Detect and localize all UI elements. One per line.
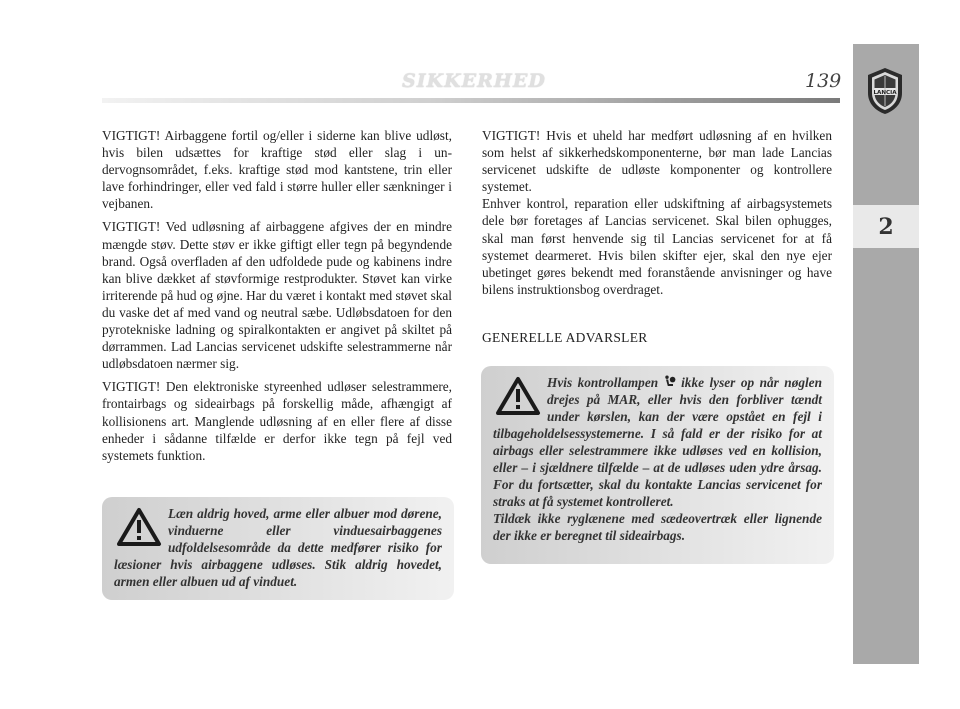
header-rule	[102, 98, 840, 103]
paragraph: VIGTIGT! Airbaggene fortil og/eller i siderne kan blive udløst, hvis bilen udsættes for kraftige stød eller slag i undervognsområdet, f.eks. kraftige stød mod kantstene, trin eller lave forhindringer, eller ved fald i større huller eller sænkninger i vejbanen.	[102, 128, 452, 212]
warning-text	[493, 374, 822, 510]
warning-triangle-icon	[116, 507, 162, 547]
warning-box-left	[102, 497, 454, 600]
section-title: SIKKERHED	[402, 70, 546, 92]
page-number: 139	[805, 70, 842, 92]
chapter-sidebar	[853, 44, 919, 664]
warning-text: Tildæk ikke ryglænene med sædeovertræk eller lignende der ikke er beregnet til sideairbags.	[493, 511, 822, 543]
paragraph: Enhver kontrol, reparation eller udskiftning af airbagsystemets dele bør foretages af Lancias servicenet. Skal bilen ophugges, skal man først henvende sig til Lancias servicenet for at få systemet dearmeret. Hvis bilen skifter ejer, skal den nye ejer ubetinget gøres bekendt med foranstående anvisninger og have bilens instruktionsbog overdraget.	[482, 196, 832, 297]
right-column	[482, 127, 832, 304]
chapter-tab[interactable]: 2	[853, 205, 919, 248]
warning-box-right	[481, 366, 834, 564]
left-column	[102, 127, 452, 470]
warning-triangle-icon	[495, 376, 541, 416]
airbag-warning-lamp-icon	[664, 375, 676, 388]
paragraph: VIGTIGT! Ved udløsning af airbaggene afgives der en mindre mængde støv. Dette støv er ikke giftigt eller tegn på begyndende brand. Også overfladen af den udfoldede pude og kabinens indre kan blive dækket af støvformige restprodukter. Støvet kan virke irriterende på hud og øjne. Har du været i kontakt med støvet skal du vaske det af med vand og neutral sæbe. Udløbsdatoen for den pyrotekniske ladning og spiralkontakten er angivet på skiltet på dørrammen. Lad Lancias servicenet udskifte selestrammerne når udløbsdatoen nærmer sig.	[102, 219, 452, 372]
warning-text: Læn aldrig hoved, arme eller albuer mod dørene, vinduerne eller vinduesairbaggenes udfoldelsesområde da dette medfører risiko for læsioner hvis airbaggene udløses. Stik aldrig hovedet, armen eller albuen ud af vinduet.	[114, 506, 442, 589]
logo-lettering: LANCIA	[873, 89, 897, 96]
warning-text-part: Hvis kontrollampen	[547, 375, 659, 390]
warning-text-part: ikke lyser op når nøglen drejes på MAR, eller hvis den forbliver tændt under kørslen, kan der være opstået en fejl i tilbageholdelsessystemerne. I så fald er der risiko for at airbags eller selestrammere ikke udløses ved en kollision, eller – i sjældnere tilfælde – at de udløses uden ydre årsag. For du fortsætter, skal du kontakte Lancias servicenet for straks at få systemet kontrolleret.	[493, 375, 822, 509]
section-heading: GENERELLE ADVARSLER	[482, 330, 648, 345]
lancia-logo-icon	[865, 67, 905, 115]
paragraph: VIGTIGT! Hvis et uheld har medført udløsning af en hvilken som helst af sikkerhedskomponenterne, bør man lade Lancias servicenet udskifte de udløste komponenter og kontrollere systemet.	[482, 128, 832, 195]
paragraph: VIGTIGT! Den elektroniske styreenhed udløser selestrammere, frontairbags og sideairbags på forskellig måde, afhængigt af kollisionens art. Manglende udløsning af en eller flere af disse enheder i sådanne tilfælde er derfor ikke tegn på fejl ved systemets funktion.	[102, 379, 452, 463]
